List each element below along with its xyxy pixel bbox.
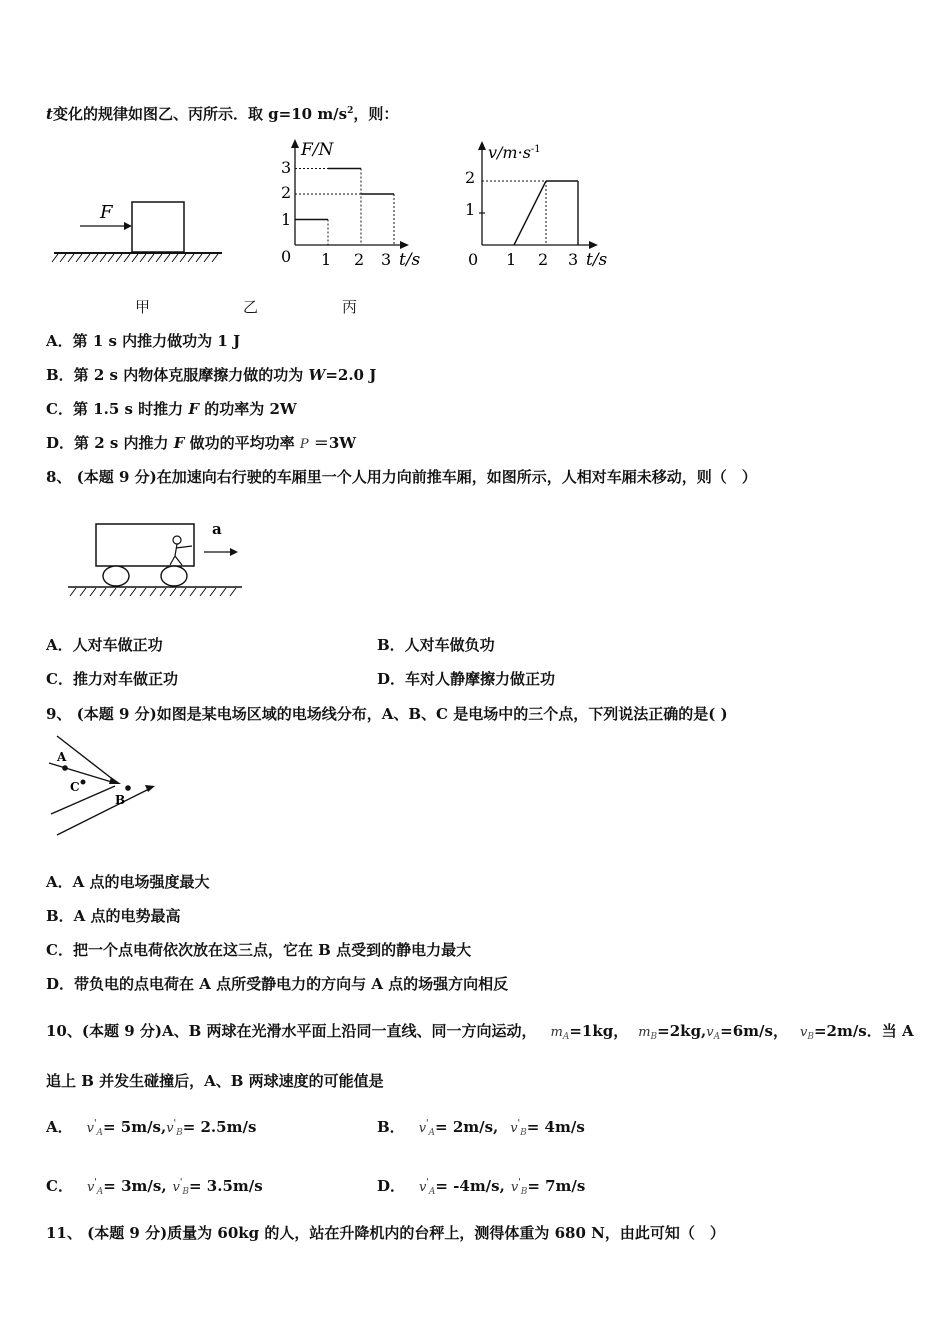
y-tick-3: 3 <box>281 158 292 177</box>
x-tick-3: 3 <box>381 250 392 269</box>
x-tick-2: 2 <box>538 250 549 269</box>
q7-option-d: D．第 2 s 内推力 F 做功的平均功率 P ＝3W <box>46 434 357 452</box>
x-tick-0: 0 <box>468 250 479 269</box>
q9-stem: 9、 (本题 9 分)如图是某电场区域的电场线分布，A、B、C 是电场中的三个点，下列说法正确的是( ) <box>46 705 728 723</box>
point-c <box>81 780 86 785</box>
q8-option-d: D．车对人静摩擦力做正功 <box>377 670 556 688</box>
force-label: F <box>100 202 113 223</box>
force-steps <box>295 169 394 246</box>
q9-option-b: B．A 点的电势最高 <box>46 907 181 925</box>
figure-yi <box>275 135 435 275</box>
q8-stem: 8、 (本题 9 分)在加速向右行驶的车厢里一个人用力向前推车厢，如图所示，人相对车厢未移动，则（ ） <box>46 468 757 486</box>
q10-stem-cont: 追上 B 并发生碰撞后，A、B 两球速度的可能值是 <box>46 1072 384 1090</box>
x-axis-label: t/s <box>586 250 608 270</box>
label-c: C <box>70 780 80 794</box>
velocity-segment-1 <box>514 181 546 245</box>
q10-option-b: B． $v'_A= 2m/s$, $v'_B= 4m/s$ <box>377 1118 585 1138</box>
x-axis-label: t/s <box>399 250 421 270</box>
caption-bing: 丙 <box>342 298 358 316</box>
q8-option-b: B．人对车做负功 <box>377 636 495 654</box>
label-b: B <box>115 793 126 807</box>
figure-bing <box>462 135 622 275</box>
q9-option-a: A．A 点的电场强度最大 <box>46 873 210 891</box>
caption-yi: 乙 <box>243 298 259 316</box>
accel-label: a <box>212 520 222 538</box>
velocity-line <box>479 181 578 245</box>
x-tick-1: 1 <box>506 250 517 269</box>
point-b <box>125 785 131 791</box>
q11-stem: 11、 (本题 9 分)质量为 60kg 的人，站在升降机内的台秤上，测得体重为 680 N，由此可知（ ） <box>46 1224 725 1242</box>
x-tick-2: 2 <box>354 250 365 269</box>
block <box>132 202 184 252</box>
q8-option-c: C．推力对车做正功 <box>46 670 178 688</box>
y-tick-1: 1 <box>281 210 292 229</box>
q10-option-c: C． $v'_A= 3m/s$, $v'_B= 3.5m/s$ <box>46 1177 263 1197</box>
y-tick-1: 1 <box>465 200 476 219</box>
y-tick-2: 2 <box>281 183 292 202</box>
q10-option-a: A． $v'_A= 5m/s,v'_B= 2.5m/s$ <box>46 1118 257 1138</box>
q9-option-c: C．把一个点电荷依次放在这三点，它在 B 点受到的静电力最大 <box>46 941 472 959</box>
y-tick-0: 0 <box>281 247 292 266</box>
q10-option-d: D． $v'_A= -4m/s$, $v'_B= 7m/s$ <box>377 1177 586 1197</box>
q7-option-c: C．第 1.5 s 时推力 F 的功率为 2W <box>46 400 297 418</box>
label-a: A <box>57 750 67 764</box>
q9-option-d: D．带负电的点电荷在 A 点所受静电力的方向与 A 点的场强方向相反 <box>46 975 509 993</box>
figure-field-lines <box>45 728 165 843</box>
q7-option-b: B．第 2 s 内物体克服摩擦力做的功为 W=2.0 J <box>46 366 377 384</box>
caption-jia: 甲 <box>135 298 151 316</box>
y-axis-label: $v/m\cdot s^{-1}$ <box>488 143 541 162</box>
point-a <box>62 765 68 771</box>
intro-line: t变化的规律如图乙、丙所示．取 g=10 $m/s^2$，则： <box>46 105 399 123</box>
y-axis-label: F/N <box>301 140 334 160</box>
figure-jia <box>50 190 225 270</box>
x-tick-1: 1 <box>321 250 332 269</box>
figure-train-car <box>62 512 247 602</box>
y-tick-2: 2 <box>465 168 476 187</box>
q7-option-a: A．第 1 s 内推力做功为 1 J <box>46 332 241 350</box>
q10-stem: 10、(本题 9 分)A、B 两球在光滑水平面上沿同一直线、同一方向运动， $m_A=1kg$， $m_B=2kg,v_A=6m/s$， $v_B=2m/s$．当 A <box>46 1022 914 1042</box>
x-tick-3: 3 <box>568 250 579 269</box>
q8-option-a: A．人对车做正功 <box>46 636 163 654</box>
